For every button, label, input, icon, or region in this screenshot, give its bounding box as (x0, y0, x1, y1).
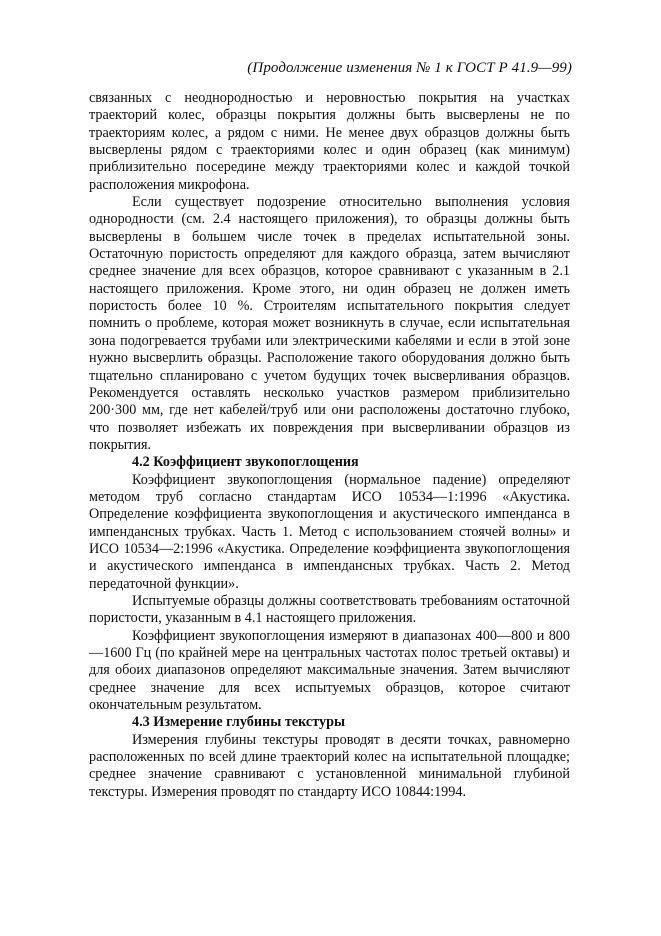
section-heading-4-2: 4.2 Коэффициент звукопоглощения (132, 454, 359, 471)
paragraph-homogeneity: Если существует подозрение относительно выполнения условия однородности (см. 2.4 настоящего приложения), то образцы должны быть высверлены в большем числе точек в пределах испытательной зоны. Остаточную пористость определяют для каждого образца, затем вычисляют среднее значение для всех образцов, которое сравнивают с указанным в 2.1 настоящего приложения. Кроме этого, ни один образец не должен иметь пористость более 10 %. Строителям испытательного покрытия следует помнить о проблеме, которая может возникнуть в случае, если испытательная зона подогревается трубами или электрическими кабелями и если в этой зоне нужно высверлить образцы. Расположение такого оборудования должно быть тщательно спланировано с учетом будущих точек высверливания образцов. Рекомендуется оставлять несколько участков размером приблизительно 200·300 мм, где нет кабелей/труб или они расположены достаточно глубоко, что позволяет избежать их повреждения при высверливании образцов из покрытия. (89, 194, 570, 453)
document-body (89, 90, 570, 801)
paragraph-samples: Испытуемые образцы должны соответствовать требованиям остаточной пористости, указанным в 4.1 настоящего приложения. (89, 592, 570, 627)
paragraph-continuation: связанных с неоднородностью и неровностью покрытия на участках траекторий колес, образцы покрытия должны быть высверлены не по траекториям колес, а рядом с ними. Не менее двух образцов должны быть высверлены рядом с траекториями колес и один образец (как минимум) приблизительно посередине между траекториями колес и каждой точкой расположения микрофона. (89, 90, 570, 193)
paragraph-texture: Измерения глубины текстуры проводят в десяти точках, равномерно расположенных по всей длине траекторий колес на испытательной площадке; среднее значение сравнивают с установленной минимальной глубиной текстуры. Измерения проводят по стандарту ИСО 10844:1994. (89, 731, 570, 800)
section-heading-4-3: 4.3 Измерение глубины текстуры (132, 714, 346, 731)
paragraph-absorption-method: Коэффициент звукопоглощения (нормальное падение) определяют методом труб согласно стандартам ИСО 10534—1:1996 «Акустика. Определение коэффициента звукопоглощения и акустического импенданса в импендансных трубках. Часть 1. Метод с использованием стоячей волны» и ИСО 10534—2:1996 «Акустика. Определение коэффициента звукопоглощения и акустического импенданса в импендансных трубках. Часть 2. Метод передаточной функции». (89, 471, 570, 592)
paragraph-ranges: Коэффициент звукопоглощения измеряют в диапазонах 400—800 и 800—1600 Гц (по крайней мере на центральных частотах полос третьей октавы) и для обоих диапазонов определяют максимальные значения. Затем вычисляют среднее значение для всех испытуемых образцов, которое считают окончательным результатом. (89, 627, 570, 714)
running-header: (Продолжение изменения № 1 к ГОСТ Р 41.9—99) (247, 60, 572, 76)
